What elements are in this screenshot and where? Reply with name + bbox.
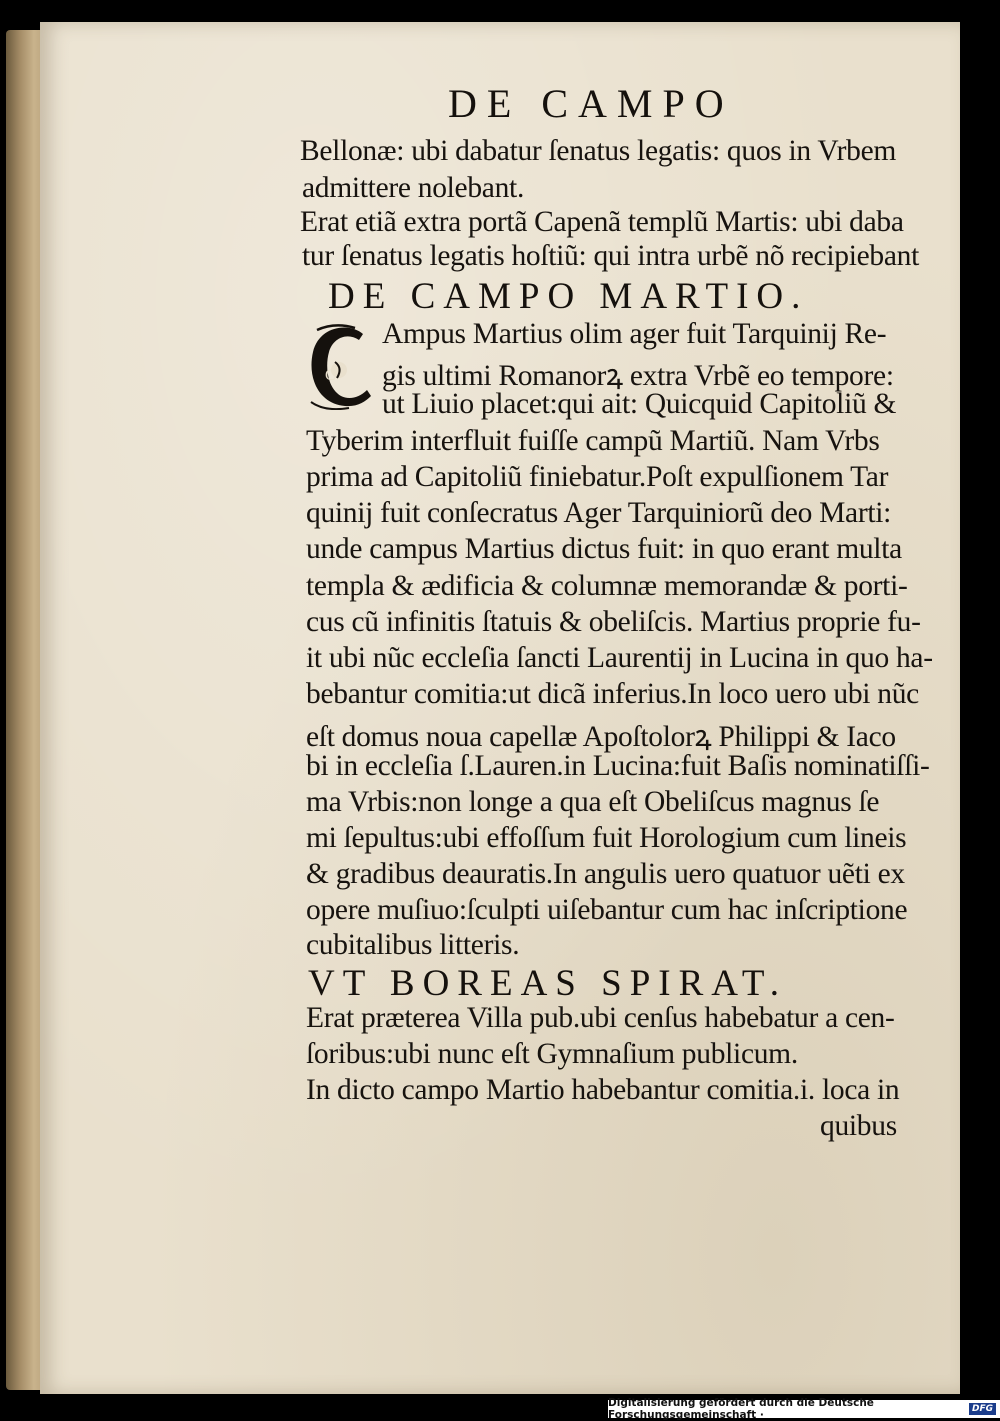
- text-line: bi in eccleſia ſ.Lauren.in Lucina:fuit Baſis nominatiſſi-: [306, 750, 930, 782]
- svg-text:C: C: [325, 367, 336, 384]
- text-line: eſt domus noua capellæ Apoſtolorꝝ Philippi & Iaco: [306, 721, 896, 753]
- decorated-initial-letter: [305, 322, 380, 410]
- text-line: In dicto campo Martio habebantur comitia.i. loca in: [306, 1074, 900, 1106]
- text-line: quinij fuit conſecratus Ager Tarquiniorũ deo Marti:: [306, 497, 892, 529]
- text-line: admittere nolebant.: [302, 172, 525, 204]
- text-line: Erat etiã extra portã Capenã templũ Martis: ubi daba: [300, 206, 904, 238]
- running-head: DE CAMPO: [448, 81, 734, 126]
- text-line: prima ad Capitoliũ finiebatur.Poſt expulſionem Tar: [306, 461, 889, 493]
- text-line: Bellonæ: ubi dabatur ſenatus legatis: quos in Vrbem: [300, 135, 897, 167]
- text-line: mi ſepultus:ubi effoſſum fuit Horologium cum lineis: [306, 822, 907, 854]
- text-line: unde campus Martius dictus fuit: in quo erant multa: [306, 533, 902, 565]
- dfg-logo-icon: DFG: [969, 1403, 996, 1415]
- text-line: templa & ædificia & columnæ memorandæ & porti-: [306, 570, 908, 602]
- text-line: cus cũ infinitis ſtatuis & obeliſcis. Martius proprie fu-: [306, 606, 921, 638]
- text-line: ut Liuio placet:qui ait: Quicquid Capitoliũ &: [382, 388, 897, 420]
- text-line: tur ſenatus legatis hoſtiũ: qui intra urbẽ nõ recipiebant: [302, 240, 919, 272]
- catchword: quibus: [820, 1110, 897, 1142]
- digitization-credit: [608, 1397, 1000, 1421]
- text-line: Erat præterea Villa pub.ubi cenſus habebatur a cen-: [306, 1002, 895, 1034]
- text-line: ſoribus:ubi nunc eſt Gymnaſium publicum.: [306, 1038, 798, 1070]
- text-line: bebantur comitia:ut dicã inferius.In loco uero ubi nũc: [306, 678, 919, 710]
- text-line: Ampus Martius olim ager fuit Tarquinij Re-: [382, 318, 887, 350]
- section-heading: VT BOREAS SPIRAT.: [308, 963, 788, 1004]
- text-line: it ubi nũc eccleſia ſancti Laurentij in Lucina in quo ha-: [306, 642, 933, 674]
- text-line: cubitalibus litteris.: [306, 929, 520, 961]
- text-line: & gradibus deauratis.In angulis uero quatuor uẽti ex: [306, 858, 905, 890]
- text-line: opere muſiuo:ſculpti uiſebantur cum hac inſcriptione: [306, 894, 908, 926]
- section-heading: DE CAMPO MARTIO.: [328, 276, 809, 317]
- text-line: gis ultimi Romanorꝝ extra Vrbẽ eo tempore:: [382, 360, 894, 392]
- text-line: ma Vrbis:non longe a qua eſt Obeliſcus magnus ſe: [306, 786, 880, 818]
- text-line: Tyberim interfluit fuiſſe campũ Martiũ. Nam Vrbs: [306, 425, 880, 457]
- credit-text: Digitalisierung gefördert durch die Deutsche Forschungsgemeinschaft ·: [608, 1397, 874, 1421]
